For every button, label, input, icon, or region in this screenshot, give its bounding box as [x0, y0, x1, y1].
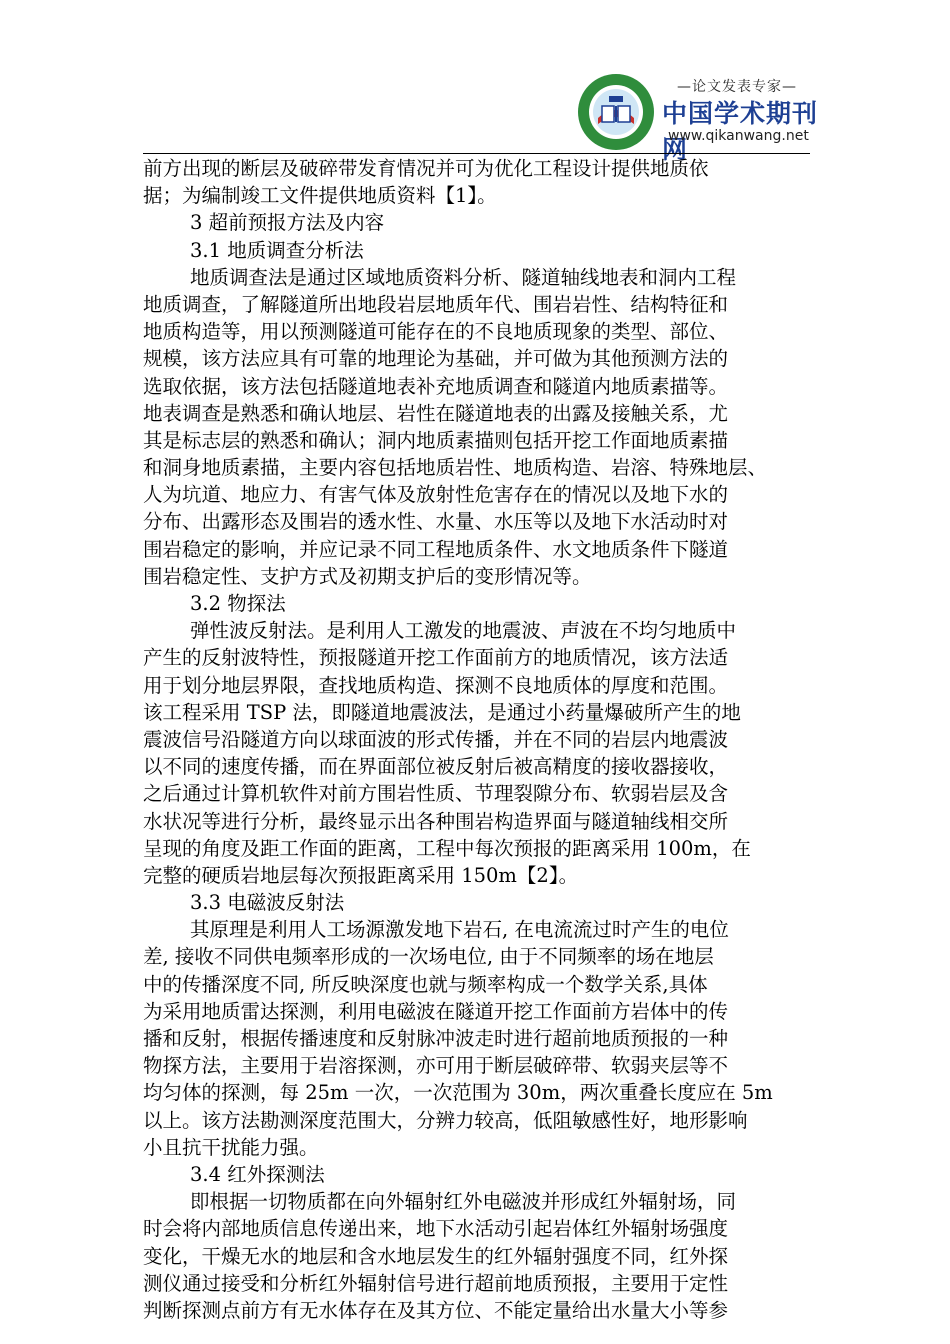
text-line: 该工程采用 TSP 法，即隧道地震波法，是通过小药量爆破所产生的地 — [143, 700, 741, 724]
text-line: 水状况等进行分析，最终显示出各种围岩构造界面与隧道轴线相交所 — [143, 809, 729, 833]
publisher-brand: 中国学术期刊网 — [662, 99, 819, 164]
text-line: 其原理是利用人工场源激发地下岩石, 在电流流过时产生的电位 — [190, 918, 729, 942]
publisher-website: www.qikanwang.net — [668, 128, 809, 144]
text-line: 差, 接收不同供电频率形成的一次场电位, 由于不同频率的场在地层 — [143, 945, 714, 969]
seal-icon — [576, 72, 656, 152]
text-line: 判断探测点前方有无水体存在及其方位、不能定量给出水量大小等参 — [143, 1298, 729, 1322]
publisher-tagline: —论文发表专家— — [677, 79, 797, 95]
text-line: 分布、出露形态及围岩的透水性、水量、水压等以及地下水活动时对 — [143, 510, 729, 534]
text-line: 小且抗干扰能力强。 — [143, 1135, 319, 1159]
text-line: 前方出现的断层及破碎带发育情况并可为优化工程设计提供地质依 — [143, 157, 709, 180]
text-line: 测仪通过接受和分析红外辐射信号进行超前地质预报，主要用于定性 — [143, 1271, 729, 1295]
text-line: 播和反射，根据传播速度和反射脉冲波走时进行超前地质预报的一种 — [143, 1027, 729, 1050]
text-line: 其是标志层的熟悉和确认；洞内地质素描则包括开挖工作面地质素描 — [143, 428, 729, 452]
publisher-logo — [576, 72, 819, 164]
text-line: 据；为编制竣工文件提供地质资料【1】。 — [143, 184, 497, 208]
subsection-heading: 3.2 物探法 — [190, 592, 286, 615]
text-line: 均匀体的探测，每 25m 一次，一次范围为 30m，两次重叠长度应在 5m — [143, 1081, 773, 1105]
text-line: 以上。该方法勘测深度范围大，分辨力较高，低阻敏感性好，地形影响 — [143, 1108, 748, 1132]
text-line: 弹性波反射法。是利用人工激发的地震波、声波在不均匀地质中 — [190, 619, 737, 643]
text-line: 地质调查法是通过区域地质资料分析、隧道轴线地表和洞内工程 — [190, 265, 737, 289]
text-line: 围岩稳定性、支护方式及初期支护后的变形情况等。 — [143, 564, 592, 588]
text-line: 震波信号沿隧道方向以球面波的形式传播，并在不同的岩层内地震波 — [143, 727, 729, 751]
subsection-heading: 3.4 红外探测法 — [190, 1162, 325, 1186]
text-line: 围岩稳定的影响，并应记录不同工程地质条件、水文地质条件下隧道 — [143, 537, 729, 561]
text-line: 产生的反射波特性，预报隧道开挖工作面前方的地质情况，该方法适 — [143, 646, 729, 670]
text-line: 即根据一切物质都在向外辐射红外电磁波并形成红外辐射场，同 — [190, 1190, 737, 1214]
text-line: 和洞身地质素描，主要内容包括地质岩性、地质构造、岩溶、特殊地层、 — [143, 456, 768, 480]
text-line: 地表调查是熟悉和确认地层、岩性在隧道地表的出露及接触关系，尤 — [143, 401, 729, 425]
text-line: 时会将内部地质信息传递出来，地下水活动引起岩体红外辐射场强度 — [143, 1217, 729, 1241]
subsection-heading: 3.1 地质调查分析法 — [190, 238, 364, 262]
section-heading: 3 超前预报方法及内容 — [190, 211, 385, 235]
text-line: 地质构造等，用以预测隧道可能存在的不良地质现象的类型、部位、 — [143, 320, 729, 344]
text-line: 变化，干燥无水的地层和含水地层发生的红外辐射强度不同，红外探 — [143, 1244, 729, 1268]
text-line: 选取依据，该方法包括隧道地表补充地质调查和隧道内地质素描等。 — [143, 374, 729, 398]
text-line: 为采用地质雷达探测，利用电磁波在隧道开挖工作面前方岩体中的传 — [143, 999, 729, 1023]
body-text — [143, 155, 813, 1324]
text-line: 完整的硬质岩地层每次预报距离采用 150m【2】。 — [143, 863, 579, 887]
text-line: 以不同的速度传播，而在界面部位被反射后被高精度的接收器接收， — [143, 755, 729, 779]
text-line: 人为坑道、地应力、有害气体及放射性危害存在的情况以及地下水的 — [143, 483, 729, 507]
text-line: 地质调查，了解隧道所出地段岩层地质年代、围岩岩性、结构特征和 — [143, 292, 729, 316]
text-line: 之后通过计算机软件对前方围岩性质、节理裂隙分布、软弱岩层及含 — [143, 782, 729, 806]
text-line: 用于划分地层界限，查找地质构造、探测不良地质体的厚度和范围。 — [143, 673, 729, 697]
text-line: 规模，该方法应具有可靠的地理论为基础，并可做为其他预测方法的 — [143, 347, 729, 371]
text-line: 物探方法，主要用于岩溶探测，亦可用于断层破碎带、软弱夹层等不 — [143, 1054, 729, 1078]
subsection-heading: 3.3 电磁波反射法 — [190, 891, 345, 915]
text-line: 中的传播深度不同, 所反映深度也就与频率构成一个数学关系,具体 — [143, 972, 708, 996]
header-rule — [143, 153, 810, 154]
text-line: 呈现的角度及距工作面的距离，工程中每次预报的距离采用 100m，在 — [143, 836, 751, 860]
